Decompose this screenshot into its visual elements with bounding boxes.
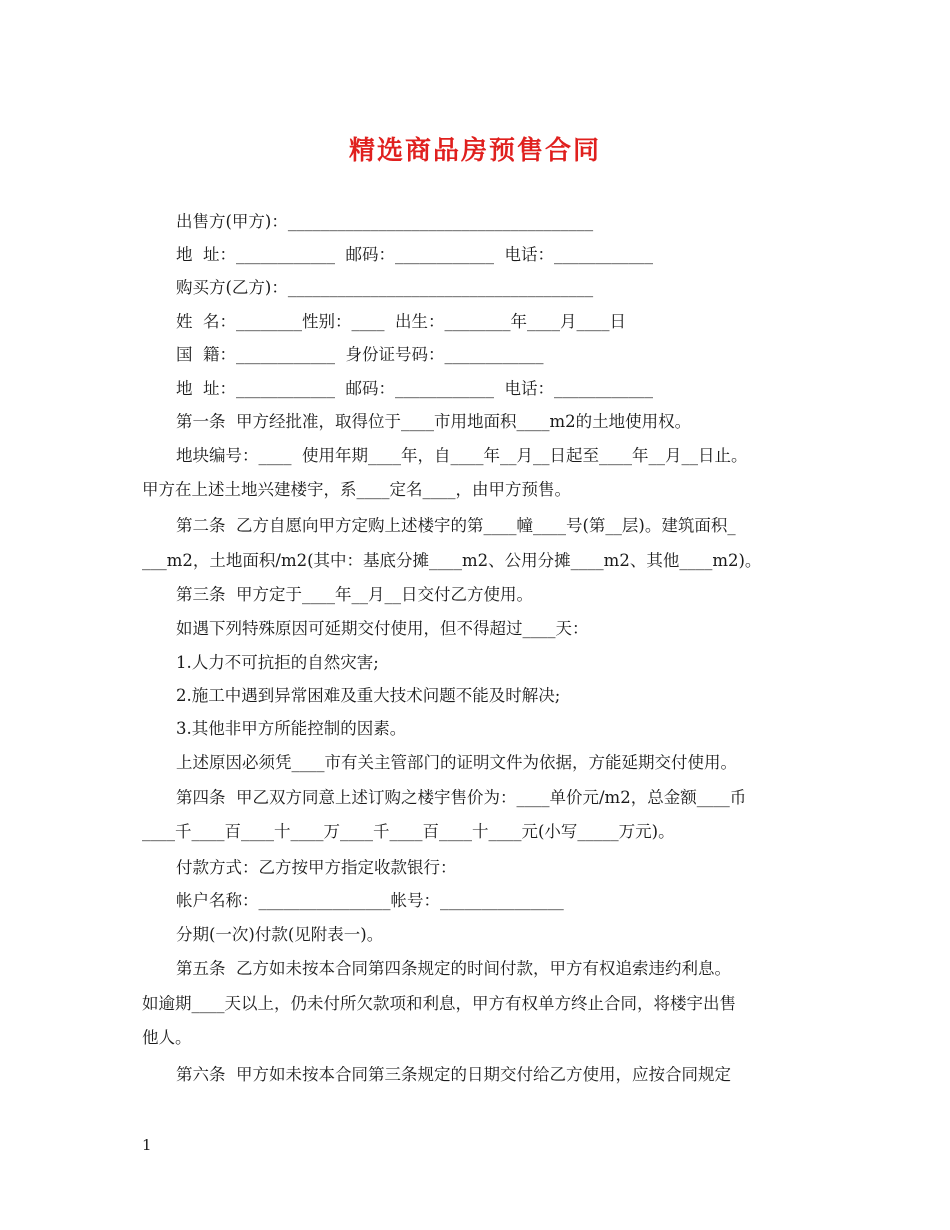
paragraph-line: 甲方在上述土地兴建楼宇，系____定名____，由甲方预售。 <box>142 480 571 499</box>
article-1-line: 第一条 甲方经批准，取得位于____市用地面积____m2的土地使用权。 <box>176 412 692 431</box>
article-3-line: 第三条 甲方定于____年__月__日交付乙方使用。 <box>176 585 533 604</box>
buyer-name-line: 姓 名：________性别：____ 出生：________年____月____日 <box>176 312 626 331</box>
paragraph-line: 上述原因必须凭____市有关主管部门的证明文件为依据，方能延期交付使用。 <box>176 753 737 772</box>
article-5-line: 第五条 乙方如未按本合同第四条规定的时间付款，甲方有权追索违约利息。 <box>176 959 731 978</box>
paragraph-line: 如遇下列特殊原因可延期交付使用，但不得超过____天： <box>176 619 589 638</box>
installment-line: 分期(一次)付款(见附表一)。 <box>176 925 384 944</box>
article-6-line: 第六条 甲方如未按本合同第三条规定的日期交付给乙方使用，应按合同规定 <box>176 1065 731 1084</box>
seller-line: 出售方(甲方)：_____________________________________ <box>176 212 594 231</box>
article-2-line: 第二条 乙方自愿向甲方定购上述楼宇的第____幢____号(第__层)。建筑面积_ <box>176 516 736 535</box>
paragraph-line: ____千____百____十____万____千____百____十____元(小写_____万元)。 <box>142 822 675 841</box>
paragraph-line: ___m2，土地面积/m2(其中：基底分摊____m2、公用分摊____m2、其他____m2)。 <box>142 551 762 570</box>
account-line: 帐户名称：________________帐号：_______________ <box>176 891 564 910</box>
document-title: 精选商品房预售合同 <box>348 136 601 166</box>
paragraph-line: 如逾期____天以上，仍未付所欠款项和利息，甲方有权单方终止合同，将楼宇出售 <box>142 994 736 1013</box>
article-4-line: 第四条 甲乙双方同意上述订购之楼宇售价为：____单价元/m2，总金额____币 <box>176 788 747 807</box>
buyer-nationality-line: 国 籍：____________ 身份证号码：____________ <box>176 345 544 364</box>
buyer-address-line: 地 址：____________ 邮码：____________ 电话：____________ <box>176 379 653 398</box>
plot-number-line: 地块编号：____ 使用年期____年，自____年__月__日起至____年__月__日止。 <box>176 446 748 465</box>
list-item: 1.人力不可抗拒的自然灾害; <box>176 653 379 672</box>
buyer-line: 购买方(乙方)：_____________________________________ <box>176 278 594 297</box>
paragraph-line: 他人。 <box>142 1028 192 1047</box>
payment-method-line: 付款方式：乙方按甲方指定收款银行： <box>176 858 457 877</box>
list-item: 2.施工中遇到异常困难及重大技术问题不能及时解决; <box>176 686 561 705</box>
seller-address-line: 地 址：____________ 邮码：____________ 电话：____________ <box>176 245 653 264</box>
list-item: 3.其他非甲方所能控制的因素。 <box>176 719 407 738</box>
page-number: 1 <box>142 1136 152 1154</box>
